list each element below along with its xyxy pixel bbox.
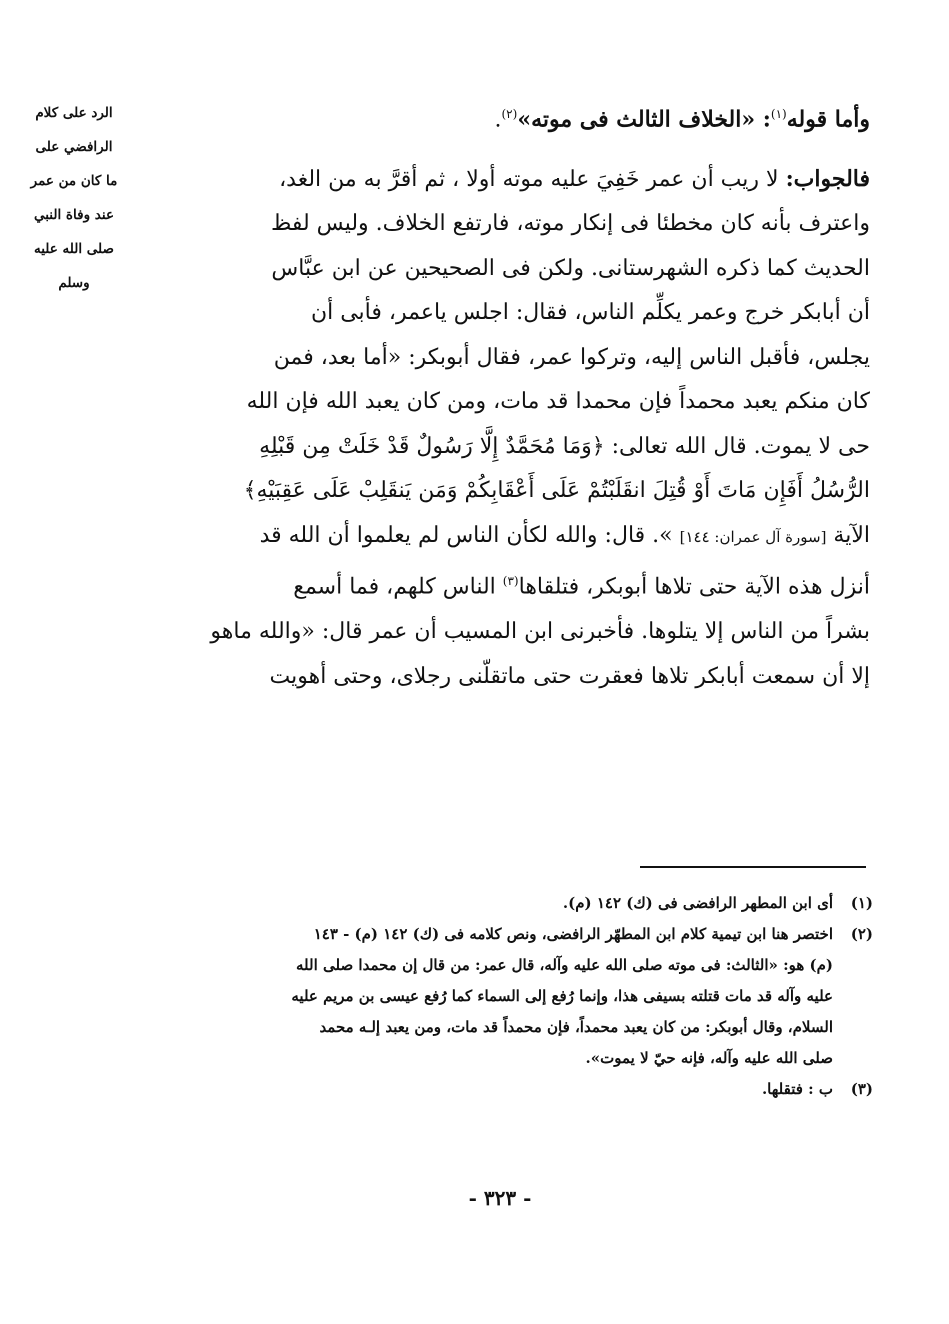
footnote-line: ب : فتقلها. — [761, 1080, 833, 1098]
margin-note-line: الرد على كلام — [35, 105, 113, 121]
footnote-line: السلام، وقال أبوبكر: من كان يعبد محمداً، فإن محمداً قد مات، ومن يعبد إلـه محمد — [319, 1018, 833, 1036]
ref-post: ». قال: والله لكأن الناس لم يعلموا أن الله قد — [259, 522, 680, 548]
quran-verse-line: الرُّسُلُ أَفَإِن مَاتَ أَوْ قُتِلَ انقَلَبْتُمْ عَلَى أَعْقَابِكُمْ وَمَن يَنقَلِبْ عَلَى عَقِبَيْهِ﴾ — [243, 478, 870, 504]
margin-note — [18, 96, 130, 300]
footnote-text — [168, 888, 833, 919]
footnote-line: صلى الله عليه وآله، فإنه حيّ لا يموت». — [585, 1049, 833, 1067]
footnote-number: (٣) — [850, 1080, 873, 1098]
heading-end: . — [494, 107, 502, 133]
margin-note-line: ما كان من عمر — [30, 173, 118, 189]
text-line: إلا أن سمعت أبابكر تلاها فعقرت حتى ماتقلّنى رجلاى، وحتى أهويت — [269, 663, 870, 689]
margin-note-line: الرافضي على — [35, 139, 113, 155]
footnote-divider — [640, 866, 866, 868]
footnote — [168, 888, 873, 919]
text-line — [150, 514, 870, 560]
answer-label: فالجواب: — [785, 165, 870, 192]
footnote-ref: (١) — [770, 107, 787, 121]
margin-note-line: عند وفاة النبي — [33, 207, 115, 223]
page-number: - ٣٢٣ - — [468, 1186, 532, 1210]
footnote-ref: (٢) — [501, 107, 518, 121]
text-line: بشراً من الناس إلا يتلوها. فأخبرنى ابن المسيب أن عمر قال: «والله ماهو — [210, 619, 870, 645]
text-line: أن أبابكر خرج وعمر يكلِّم الناس، فقال: اجلس ياعمر، فأبى أن — [310, 300, 870, 326]
footnote-number: (١) — [850, 894, 873, 912]
footnote-ref: (٣) — [502, 574, 519, 589]
footnote-number: (٢) — [850, 925, 873, 943]
text-line: كان منكم يعبد محمداً فإن محمدا قد مات، ومن كان يعبد الله فإن الله — [246, 389, 870, 415]
text-line: يجلس، فأقبل الناس إليه، وتركوا عمر، فقال أبوبكر: «أما بعد، فمن — [273, 344, 870, 370]
surah-reference: [سورة آل عمران: ١٤٤] — [679, 527, 827, 546]
text-line: واعترف بأنه كان مخطئا فى إنكار موته، فارتفع الخلاف. وليس لفظ — [270, 211, 870, 237]
section-heading — [150, 92, 870, 143]
footnote-text — [168, 1074, 833, 1105]
heading-quote: : «الخلاف الثالث فى موته» — [517, 106, 771, 133]
footnote-text — [168, 919, 833, 1074]
text-line: حى لا يموت. قال الله تعالى: ﴿وَمَا مُحَمَّدٌ إِلَّا رَسُولٌ قَدْ خَلَتْ مِن قَبْلِهِ — [259, 433, 870, 459]
text-line — [150, 559, 870, 610]
answer-text: لا ريب أن عمر خَفِيَ عليه موته أولا ، ثم أقرَّ به من الغد، — [279, 166, 786, 192]
footnote — [168, 919, 873, 1074]
footnote-line: (م) هو: «الثالث: فى موته صلى الله عليه وآله، قال عمر: من قال إن محمدا صلى الله — [296, 956, 833, 974]
text-line: الحديث كما ذكره الشهرستانى. ولكن فى الصحيحين عن ابن عبَّاس — [271, 255, 870, 281]
footnote-line: عليه وآله قد مات قتلته بسيفى هذا، وإنما رُفع إلى السماء كما رُفع عيسى بن مريم عليه — [291, 987, 833, 1005]
line-part: الناس كلهم، فما أسمع — [293, 574, 503, 600]
margin-note-line: صلى الله عليه — [34, 241, 114, 257]
footnote — [168, 1074, 873, 1105]
margin-note-line: وسلم — [58, 275, 90, 291]
footnotes — [168, 888, 873, 1105]
footnote-line: اختصر هنا ابن تيمية كلام ابن المطهّر الرافضى، ونص كلامه فى (ك) ١٤٢ (م) - ١٤٣ — [313, 925, 833, 943]
line-part: أنزل هذه الآية حتى تلاها أبوبكر، فتلقاها — [518, 574, 870, 600]
footnote-line: أى ابن المطهر الرافضى فى (ك) ١٤٢ (م). — [562, 894, 833, 912]
main-text — [150, 92, 870, 699]
ref-pre: الآية — [826, 522, 870, 548]
text-line — [150, 157, 870, 203]
heading-prefix: وأما قوله — [786, 106, 870, 133]
